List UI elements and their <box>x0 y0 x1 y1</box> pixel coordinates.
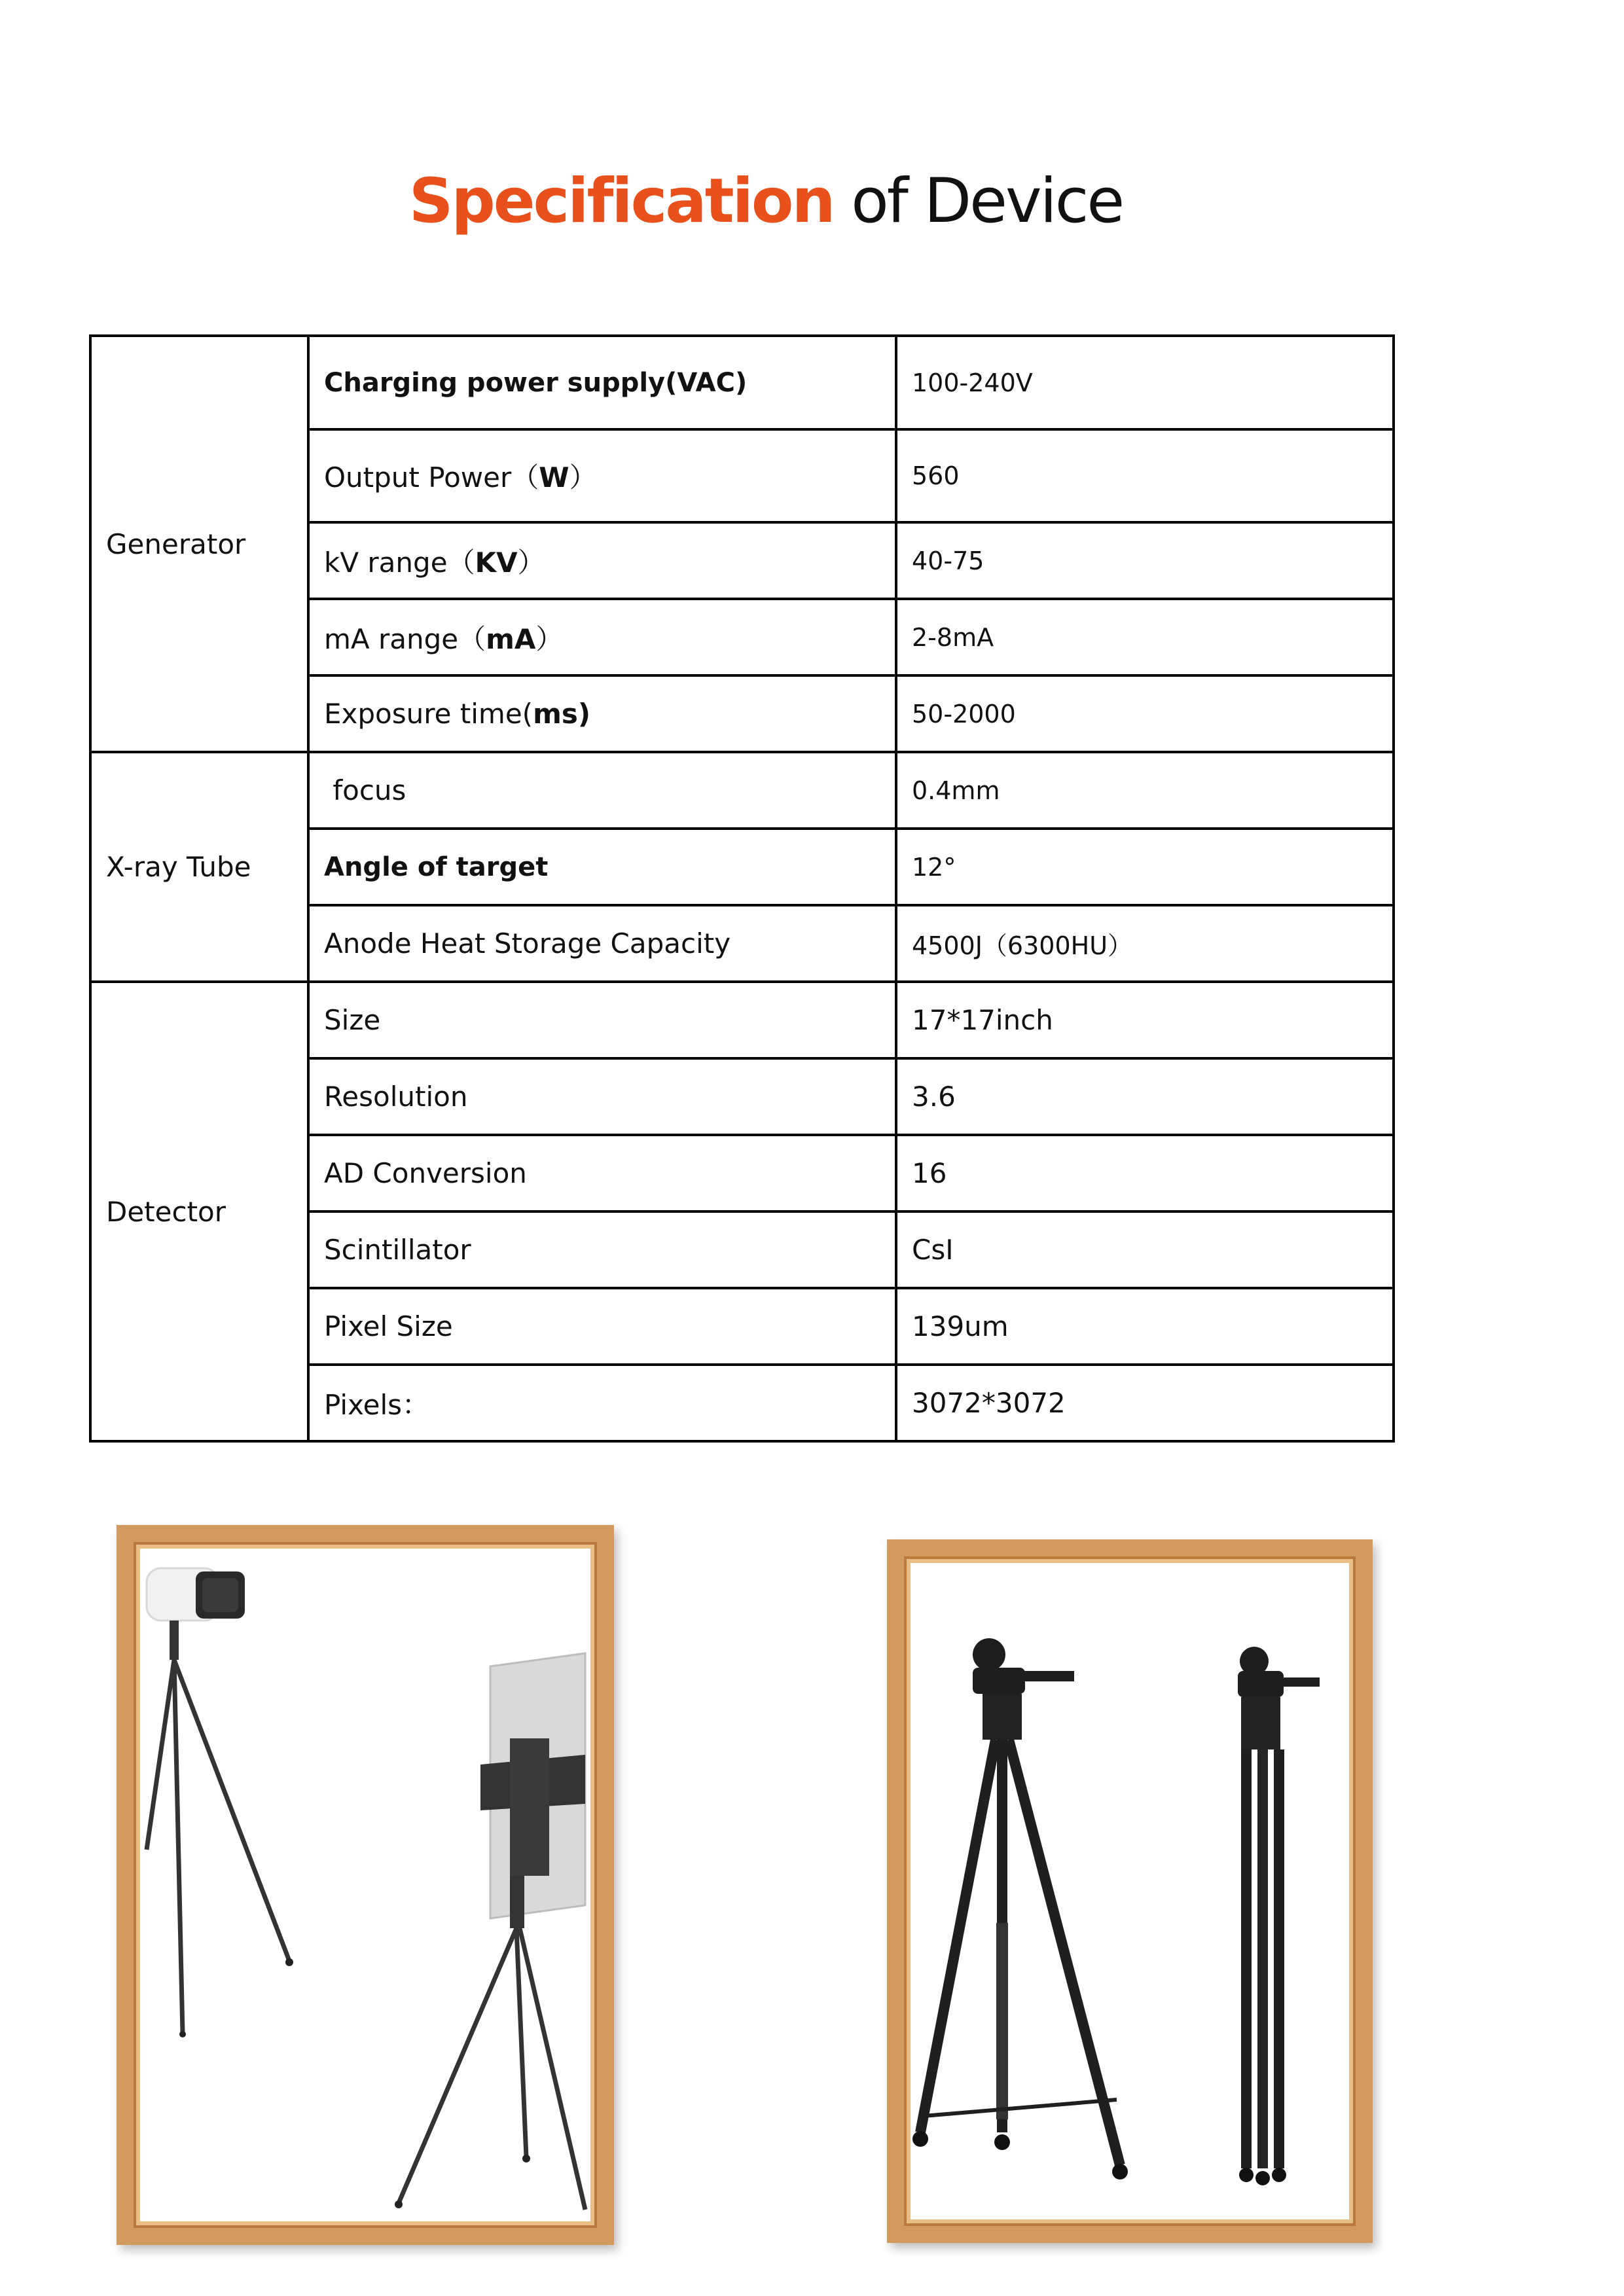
param-text: Output Power（ <box>324 461 539 493</box>
param-cell: Pixels： <box>308 1365 896 1441</box>
value-cell: 12° <box>896 829 1394 905</box>
page-title <box>0 156 1532 247</box>
table-row <box>90 336 1394 429</box>
param-end: ） <box>517 546 545 579</box>
param-cell: Pixel Size <box>308 1288 896 1365</box>
param-cell <box>308 675 896 752</box>
photo-frame-tripods <box>887 1539 1373 2243</box>
table-row <box>90 982 1394 1058</box>
param-cell: AD Conversion <box>308 1135 896 1211</box>
tripod-mount-illustration <box>134 1542 597 2228</box>
param-text: kV range（ <box>324 546 475 579</box>
value-cell: 50-2000 <box>896 675 1394 752</box>
param-cell <box>308 522 896 599</box>
param-cell: Resolution <box>308 1058 896 1135</box>
param-cell <box>308 599 896 675</box>
title-accent: Specification <box>408 166 834 237</box>
value-cell: CsI <box>896 1211 1394 1288</box>
param-cell: Angle of target <box>308 829 896 905</box>
value-cell: 40-75 <box>896 522 1394 599</box>
param-cell: Anode Heat Storage Capacity <box>308 905 896 982</box>
param-cell: focus <box>308 752 896 829</box>
param-text: Exposure time( <box>324 698 533 730</box>
value-cell: 0.4mm <box>896 752 1394 829</box>
param-end: ） <box>535 622 564 655</box>
param-unit: ms) <box>533 698 591 730</box>
param-end: ） <box>569 461 597 493</box>
value-cell: 16 <box>896 1135 1394 1211</box>
param-cell: Charging power supply(VAC) <box>308 336 896 429</box>
value-cell: 3072*3072 <box>896 1365 1394 1441</box>
param-cell: Scintillator <box>308 1211 896 1288</box>
value-cell: 139um <box>896 1288 1394 1365</box>
table-row <box>90 752 1394 829</box>
value-cell: 560 <box>896 429 1394 522</box>
group-xray-tube: X-ray Tube <box>90 752 308 982</box>
photo-frame-generator-detector <box>117 1525 614 2245</box>
group-detector: Detector <box>90 982 308 1441</box>
spec-table <box>89 334 1395 1443</box>
param-cell: Size <box>308 982 896 1058</box>
param-unit: mA <box>486 622 536 655</box>
title-rest: of Device <box>833 166 1123 237</box>
param-text: mA range（ <box>324 622 486 655</box>
param-cell <box>308 429 896 522</box>
value-cell: 4500J（6300HU） <box>896 905 1394 982</box>
param-unit: W <box>539 461 569 493</box>
group-generator: Generator <box>90 336 308 752</box>
value-cell: 3.6 <box>896 1058 1394 1135</box>
value-cell: 17*17inch <box>896 982 1394 1058</box>
value-cell: 2-8mA <box>896 599 1394 675</box>
tripods-illustration <box>904 1556 1356 2226</box>
param-unit: KV <box>475 546 518 579</box>
value-cell: 100-240V <box>896 336 1394 429</box>
